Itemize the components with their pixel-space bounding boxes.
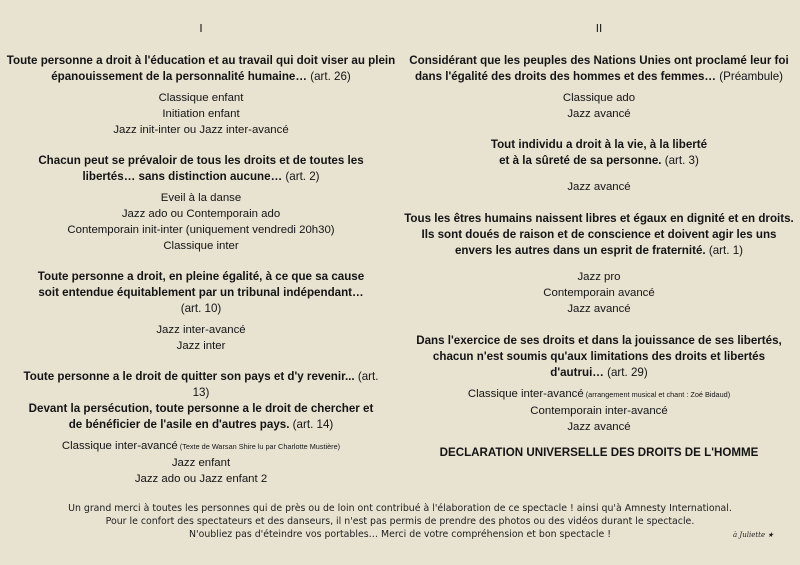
course-item: Jazz inter-avancé — [156, 324, 246, 336]
course-item: Jazz inter — [176, 340, 226, 352]
course-item: Jazz ado ou Contemporain ado — [121, 208, 281, 220]
course-item: Initiation enfant — [162, 108, 240, 120]
section-art-13-14 — [6, 369, 396, 487]
course-item: Classique enfant — [158, 92, 244, 104]
credit-note: (arrangement musical et chant : Zoé Bidaud) — [583, 390, 731, 399]
quote-art-3: Tout individu a droit à la vie, à la liberté et à la sûreté de sa personne. (art. 3) — [490, 138, 708, 167]
signature: à Juliette ★ — [733, 531, 774, 539]
section-art-29 — [404, 333, 794, 435]
course-item: Classique inter — [163, 240, 239, 252]
course-item: Classique inter-avancé (arrangement musical et chant : Zoé Bidaud) — [467, 388, 731, 400]
course-item: Jazz avancé — [567, 303, 631, 315]
course-item: Jazz ado ou Jazz enfant 2 — [134, 473, 268, 485]
quote-art-2: Chacun peut se prévaloir de tous les droits et de toutes les libertés… sans distinction aucune… (art. 2) — [38, 154, 364, 183]
part-numeral-i: I — [199, 22, 203, 35]
section-art-26 — [6, 53, 396, 138]
course-item: Classique inter-avancé (Texte de Warsan Shire lu par Charlotte Mustière) — [61, 440, 341, 452]
section-preambule — [404, 53, 794, 122]
left-column — [6, 0, 396, 487]
course-item: Jazz avancé — [567, 108, 631, 120]
quote-art-13-14: Toute personne a le droit de quitter son pays et d'y revenir... (art. 13) Devant la persécution, toute personne a le droit de chercher et de bénéficier de l'asile en d'autres pays. (art. 14) — [23, 370, 379, 431]
course-item: Jazz enfant — [171, 457, 231, 469]
course-item: Contemporain avancé — [543, 287, 655, 299]
quote-art-10: Toute personne a droit, en pleine égalité, à ce que sa cause soit entendue équitablement par un tribunal indépendant… (art. 10) — [37, 270, 365, 315]
section-art-2 — [6, 153, 396, 254]
course-item: Classique ado — [562, 92, 636, 104]
course-item: Contemporain init-inter (uniquement vendredi 20h30) — [67, 224, 335, 236]
quote-preambule: Considérant que les peuples des Nations Unies ont proclamé leur foi dans l'égalité des droits des hommes et des femmes… (Préambule) — [409, 54, 789, 83]
credit-note: (Texte de Warsan Shire lu par Charlotte Mustière) — [177, 442, 341, 451]
footer-thanks: Un grand merci à toutes les personnes qui de près ou de loin ont contribué à l'élaboration de ce spectacle ! ainsi qu'à Amnesty International. — [68, 503, 732, 514]
course-item: Eveil à la danse — [160, 192, 242, 204]
course-item: Jazz avancé — [567, 181, 631, 193]
course-item: Contemporain inter-avancé — [530, 405, 668, 417]
section-art-1 — [404, 211, 794, 317]
section-art-3 — [404, 137, 794, 195]
course-item: Jazz avancé — [567, 421, 631, 433]
right-column — [404, 0, 794, 461]
part-numeral-ii: II — [595, 22, 603, 35]
footer-phones-reminder: N'oubliez pas d'éteindre vos portables… Merci de votre compréhension et bon spectacle ! — [189, 529, 611, 540]
quote-art-29: Dans l'exercice de ses droits et dans la jouissance de ses libertés, chacun n'est soumis qu'aux limitations des droits et libertés d'autrui… (art. 29) — [416, 334, 782, 379]
section-art-10 — [6, 269, 396, 354]
quote-art-1: Tous les êtres humains naissent libres et égaux en dignité et en droits. Ils sont doués de raison et de conscience et doivent agir les uns envers les autres dans un esprit de fraternité. (art. 1) — [404, 212, 794, 257]
course-item: Jazz init-inter ou Jazz inter-avancé — [113, 124, 289, 136]
course-item: Jazz pro — [577, 271, 621, 283]
footer-notes — [0, 502, 800, 541]
declaration-title: DECLARATION UNIVERSELLE DES DROITS DE L'HOMME — [439, 446, 759, 459]
quote-art-26: Toute personne a droit à l'éducation et au travail qui doit viser au plein épanouissement de la personnalité humaine… (art. 26) — [6, 54, 396, 83]
footer-photo-policy: Pour le confort des spectateurs et des danseurs, il n'est pas permis de prendre des photos ou des vidéos durant le spectacle. — [105, 516, 695, 527]
